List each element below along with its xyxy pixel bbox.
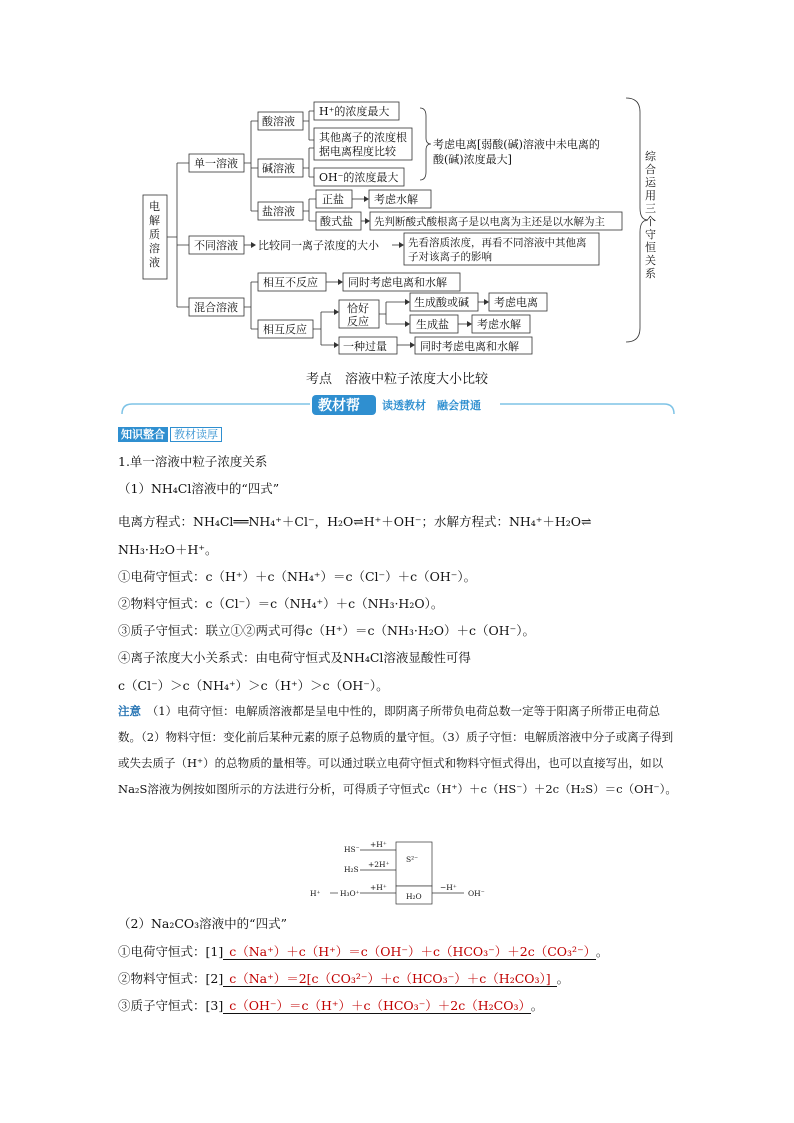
react-label: 相互反应 [263, 323, 307, 336]
na2co3-material-row [118, 969, 569, 987]
different-solution-label: 不同溶液 [194, 239, 238, 252]
base-solution-label: 碱溶液 [262, 162, 295, 175]
s2-label: S²⁻ [406, 855, 419, 864]
proton-conservation: ③质子守恒式：联立①②两式可得c（H⁺）＝c（NH₃·H₂O）＋c（OH⁻）。 [118, 623, 535, 638]
acid-salt-note-label: 先判断酸式酸根离子是以电离为主还是以水解为主 [374, 216, 605, 228]
period-3: 。 [530, 998, 544, 1013]
plus-2h-label: +2H⁺ [368, 860, 390, 869]
h2s-label: H₂S [344, 865, 359, 874]
section-caption: 考点 溶液中粒子浓度大小比较 [305, 372, 488, 387]
exact-react-line2: 反应 [347, 315, 369, 328]
gen-salt-label: 生成盐 [416, 318, 449, 331]
oh-max-label: OH⁻的浓度最大 [319, 171, 399, 184]
one-excess-label: 一种过量 [343, 340, 387, 353]
no-reaction-label: 相互不反应 [263, 276, 318, 289]
single-solution-label: 单一溶液 [194, 157, 238, 170]
period-1: 。 [595, 944, 609, 959]
material-answer: c（Na⁺）＝2[c（CO₃²⁻）＋c（HCO₃⁻）＋c（H₂CO₃）] [223, 971, 556, 987]
h2o-label: H₂O [406, 892, 422, 901]
charge-answer: c（Na⁺）＋c（H⁺）＝c（OH⁻）＋c（HCO₃⁻）＋2c（CO₃²⁻） [223, 944, 596, 960]
period-2: 。 [556, 971, 570, 986]
exact-react-line1: 恰好 [347, 302, 369, 315]
consider-both-label-2: 同时考虑电离和水解 [420, 340, 519, 353]
side-note-vertical: 综合运用三个守恒关系 [645, 150, 656, 280]
h-label: H⁺ [310, 889, 321, 898]
minus-h-label: −H⁺ [440, 883, 457, 892]
h-max-label: H⁺的浓度最大 [319, 105, 390, 118]
gen-acid-base-label: 生成酸或碱 [414, 296, 469, 309]
consider-hydrolysis-label-2: 考虑水解 [477, 318, 521, 331]
consider-hydrolysis-label: 考虑水解 [374, 193, 418, 206]
compare-same-ion-label: 比较同一离子浓度的大小 [258, 239, 379, 252]
proton-analysis-diagram [300, 840, 500, 908]
ionization-equation-line2: NH₃·H₂O＋H⁺。 [118, 542, 218, 557]
material-label: ②物料守恒式：[2] [118, 971, 224, 986]
ionization-equation-line1: 电离方程式：NH₄Cl══NH₄⁺＋Cl⁻，H₂O⇌H⁺＋OH⁻；水解方程式：NH₄⁺＋H₂O⇌ [118, 514, 592, 529]
mixed-solution-label: 混合溶液 [194, 301, 238, 314]
note-text: （1）电荷守恒：电解质溶液都是呈电中性的，即阴离子所带负电荷总数一定等于阳离子所带正电荷总数。（2）物料守恒：变化前后某种元素的原子总物质的量守恒。（3）质子守恒：电解质溶液中分子或离子得到或失去质子（H⁺）的总物质的量相等。可以通过联立电荷守恒式和物料守恒式得出，也可以直接写出，如以Na₂S溶液为例按如图所示的方法进行分析，可得质子守恒式c（H⁺）＋c（HS⁻）＋2c（H₂S）＝c（OH⁻）。 [118, 704, 677, 796]
ionization-note-line1: 考虑电离[弱酸(碱)溶液中未电离的 [433, 138, 600, 151]
hs-label: HS⁻ [344, 845, 360, 854]
banner-slogan: 读透教材 融会贯通 [382, 399, 481, 412]
root-label: 电 解 质 溶 液 [149, 200, 160, 269]
section2-sub2: （2）Na₂CO₃溶液中的“四式” [118, 916, 287, 931]
plus-h-label: +H⁺ [370, 840, 387, 849]
charge-conservation: ①电荷守恒式：c（H⁺）＋c（NH₄⁺）＝c（Cl⁻）＋c（OH⁻）。 [118, 569, 477, 584]
section1-sub1: （1）NH₄Cl溶液中的“四式” [118, 481, 280, 496]
proton-answer: c（OH⁻）＝c（H⁺）＋c（HCO₃⁻）＋2c（H₂CO₃） [223, 998, 531, 1014]
proton-label: ③质子守恒式：[3] [118, 998, 224, 1013]
note-paragraph [118, 698, 678, 802]
acid-salt-label: 酸式盐 [320, 215, 353, 228]
knowledge-tree-diagram [0, 0, 794, 360]
ionization-brace [420, 108, 431, 180]
other-ions-line1: 其他离子的浓度根 [319, 131, 407, 144]
salt-solution-label: 盐溶液 [262, 205, 295, 218]
note-key: 注意 [118, 704, 141, 718]
other-ions-line2: 据电离程度比较 [319, 145, 396, 158]
banner-brand: 教材帮 [318, 398, 360, 414]
na2co3-charge-row [118, 942, 608, 960]
ion-order-line1: ④离子浓度大小关系式：由电荷守恒式及NH₄Cl溶液显酸性可得 [118, 650, 471, 665]
na2co3-proton-row [118, 996, 543, 1014]
consider-ionization-label: 考虑电离 [494, 296, 538, 309]
charge-label: ①电荷守恒式：[1] [118, 944, 224, 959]
tag-read-thick: 教材读厚 [170, 427, 222, 442]
oh-label: OH⁻ [468, 889, 485, 898]
tag-knowledge-integration: 知识整合 [118, 427, 168, 442]
compare-note-line1: 先看溶质浓度，再看不同溶液中其他离 [408, 237, 587, 249]
textbook-banner [120, 394, 676, 418]
section1-heading: 1.单一溶液中粒子浓度关系 [118, 454, 268, 469]
h3o-label: H₃O⁺ [340, 889, 360, 898]
section-tags [118, 426, 222, 442]
plus-h-label-2: +H⁺ [370, 883, 387, 892]
consider-both-label-1: 同时考虑电离和水解 [348, 276, 447, 289]
acid-solution-label: 酸溶液 [262, 115, 295, 128]
ion-order-line2: c（Cl⁻）＞c（NH₄⁺）＞c（H⁺）＞c（OH⁻）。 [118, 678, 389, 693]
normal-salt-label: 正盐 [322, 193, 344, 206]
material-conservation: ②物料守恒式：c（Cl⁻）＝c（NH₄⁺）＋c（NH₃·H₂O）。 [118, 596, 444, 611]
compare-note-line2: 子对该离子的影响 [408, 251, 492, 263]
ionization-note-line2: 酸(碱)浓度最大] [433, 153, 512, 166]
